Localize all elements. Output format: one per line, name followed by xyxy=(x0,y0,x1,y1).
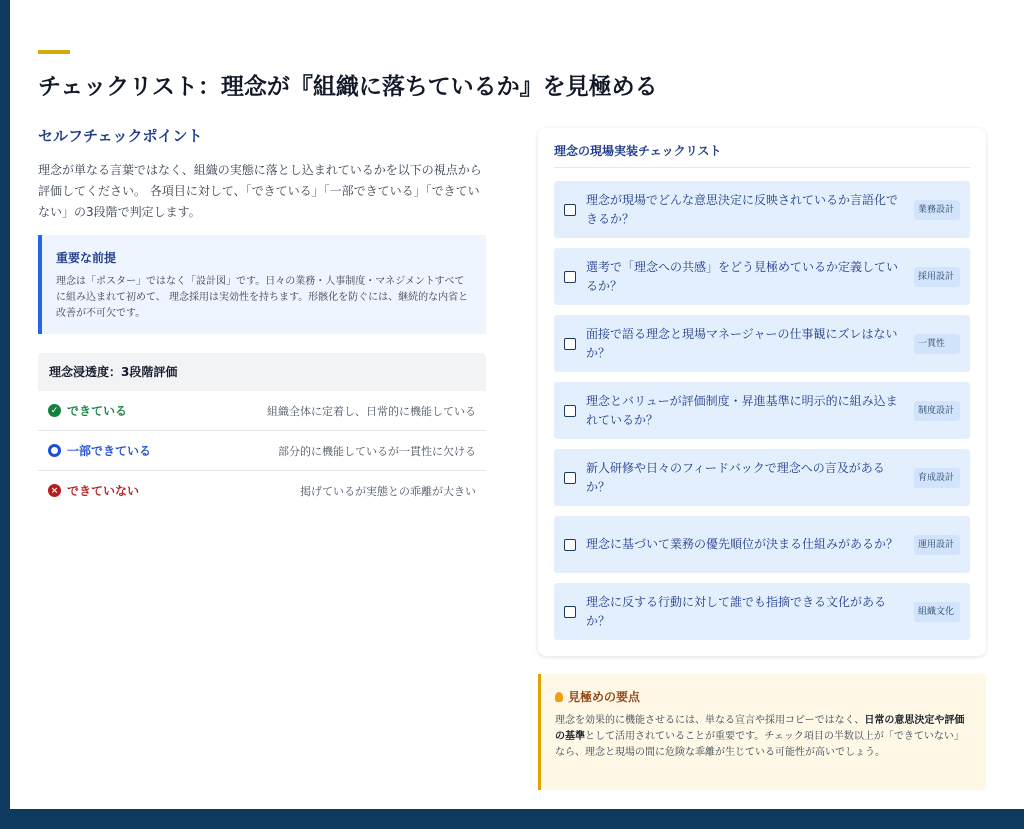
rating-label: 一部できている xyxy=(67,444,152,458)
lightbulb-icon xyxy=(555,692,563,702)
checkbox[interactable] xyxy=(564,606,576,618)
checklist-item-text: 理念とバリューが評価制度・昇進基準に明示的に組み込まれているか？ xyxy=(586,393,898,427)
self-check-intro: 理念が単なる言葉ではなく、組織の実態に落とし込まれているかを以下の視点から評価してください。 各項目に対して、「できている」「一部できている」「できていない」の3段階で判定します。 xyxy=(38,163,482,219)
checklist-item[interactable] xyxy=(554,382,970,439)
checklist-item-text: 理念に基づいて業務の優先順位が決まる仕組みがあるか？ xyxy=(586,537,899,551)
category-tag: 一貫性 xyxy=(914,334,960,354)
insight-title-row xyxy=(555,688,972,705)
dot-circle-icon xyxy=(48,444,61,457)
checklist-title: 理念の現場実装チェックリスト xyxy=(554,142,970,168)
insight-callout xyxy=(538,674,986,790)
page-title: チェックリスト：理念が『組織に落ちているか』を見極める xyxy=(38,74,658,100)
rating-description: 掲げているが実態との乖離が大きい xyxy=(300,484,476,498)
rating-label: できていない xyxy=(67,484,140,498)
category-tag: 育成設計 xyxy=(914,468,960,488)
checklist-item-text: 面接で語る理念と現場マネージャーの仕事観にズレはないか？ xyxy=(586,326,898,360)
premise-callout xyxy=(38,235,486,334)
premise-body: 理念は「ポスター」ではなく「設計図」です。日々の業務・人事制度・マネジメントすべてに組み込まれて初めて、 理念採用は実効性を持ちます。形骸化を防ぐには、継続的な内省と改善が不可欠です。 xyxy=(56,276,469,319)
rating-row xyxy=(38,431,486,471)
checkbox[interactable] xyxy=(564,271,576,283)
check-circle-icon: ✓ xyxy=(48,404,61,417)
checklist-card xyxy=(538,128,986,656)
insight-title: 見極めの要点 xyxy=(568,690,641,704)
premise-title: 重要な前提 xyxy=(56,251,117,265)
rating-table xyxy=(38,353,486,510)
category-tag: 採用設計 xyxy=(914,267,960,287)
insight-body-end: として活用されていることが重要です。チェック項目の半数以上が「できていない」なら、理念と現場の間に危険な乖離が生じている可能性が高いでしょう。 xyxy=(555,731,964,758)
checklist-item[interactable] xyxy=(554,315,970,372)
checklist-item-text: 理念に反する行動に対して誰でも指摘できる文化があるか？ xyxy=(586,594,887,628)
insight-body-emphasis: 日常の意思決定や評価の基準 xyxy=(555,715,965,742)
left-frame-bar xyxy=(0,0,10,829)
category-tag: 制度設計 xyxy=(914,401,960,421)
checkbox[interactable] xyxy=(564,338,576,350)
checklist-item[interactable] xyxy=(554,583,970,640)
rating-row-left xyxy=(48,402,127,419)
rating-row-left xyxy=(48,482,139,499)
checkbox[interactable] xyxy=(564,405,576,417)
rating-description: 組織全体に定着し、日常的に機能している xyxy=(267,404,476,418)
category-tag: 組織文化 xyxy=(914,602,960,622)
insight-body xyxy=(555,713,972,761)
rating-row-left xyxy=(48,442,151,459)
checkbox[interactable] xyxy=(564,472,576,484)
category-tag: 業務設計 xyxy=(914,200,960,220)
rating-description: 部分的に機能しているが一貫性に欠ける xyxy=(278,444,476,458)
checklist-item[interactable] xyxy=(554,516,970,573)
rating-row xyxy=(38,391,486,431)
rating-row xyxy=(38,471,486,510)
self-check-title: セルフチェックポイント xyxy=(38,127,203,145)
checkbox[interactable] xyxy=(564,204,576,216)
rating-title: 理念浸透度：3段階評価 xyxy=(38,353,486,391)
checklist-item[interactable] xyxy=(554,248,970,305)
self-check-section xyxy=(38,125,486,223)
bottom-frame-bar xyxy=(0,809,1024,829)
checkbox[interactable] xyxy=(564,539,576,551)
checklist-item[interactable] xyxy=(554,181,970,238)
rating-label: できている xyxy=(67,404,128,418)
checklist-item-text: 新人研修や日々のフィードバックで理念への言及があるか？ xyxy=(586,460,885,494)
insight-body-start: 理念を効果的に機能させるには、単なる宣言や採用コピーではなく、 xyxy=(555,715,865,726)
category-tag: 運用設計 xyxy=(914,535,960,555)
checklist-item-text: 理念が現場でどんな意思決定に反映されているか言語化できるか？ xyxy=(586,192,899,226)
checklist-item-text: 選考で「理念への共感」をどう見極めているか定義しているか？ xyxy=(586,259,899,293)
checklist-item[interactable] xyxy=(554,449,970,506)
title-accent-line xyxy=(38,50,70,54)
x-circle-icon: × xyxy=(48,484,61,497)
